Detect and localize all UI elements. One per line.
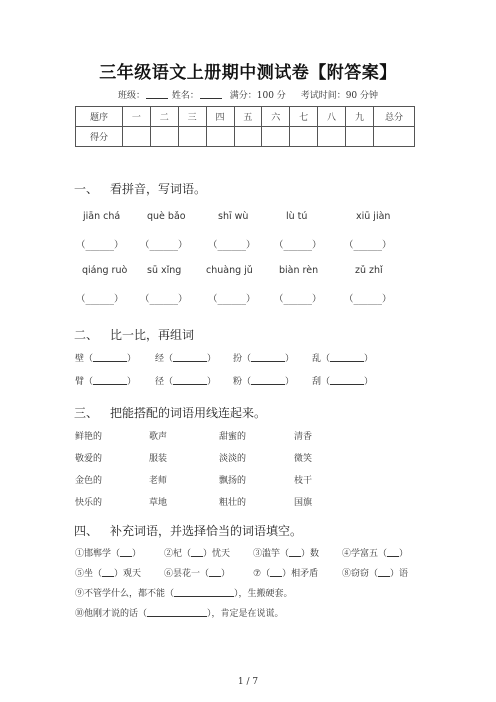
pinyin-item: shī wù <box>218 211 249 222</box>
section-title: 比一比，再组词 <box>110 328 195 342</box>
match-word[interactable]: 粗壮的 <box>219 498 247 508</box>
header-cell: 五 <box>234 107 262 127</box>
pinyin-item: jiān chá <box>83 211 121 222</box>
score-cell[interactable] <box>206 127 234 147</box>
close-paren: ） <box>207 354 217 364</box>
compare-char: 扮（ <box>233 354 252 364</box>
header-cell: 三 <box>178 107 206 127</box>
compare-item <box>75 374 136 387</box>
idiom-item <box>342 546 408 559</box>
match-word[interactable]: 飘扬的 <box>219 476 247 486</box>
score-cell[interactable] <box>234 127 262 147</box>
pinyin-item: zǔ zhǐ <box>355 265 383 276</box>
section-number: 二、 <box>74 328 99 342</box>
header-cell: 九 <box>346 107 374 127</box>
idiom-item <box>75 546 141 559</box>
answer-blank[interactable]: （______） <box>76 240 124 251</box>
idiom-item <box>75 566 141 579</box>
idiom-text: ）相矛盾 <box>282 569 319 579</box>
pinyin-item: biàn rèn <box>279 265 319 276</box>
compare-blank[interactable] <box>173 353 207 362</box>
section-number: 四、 <box>74 524 99 538</box>
idiom-text: ②杞（ <box>164 549 192 559</box>
compare-item <box>233 351 294 364</box>
score-cell[interactable] <box>262 127 290 147</box>
score-cell[interactable] <box>290 127 318 147</box>
sentence-blank[interactable] <box>174 588 234 597</box>
score-row-label: 得分 <box>76 127 123 147</box>
pinyin-item: xiū jiàn <box>356 211 391 222</box>
compare-item <box>312 351 373 364</box>
header-cell: 总分 <box>374 107 415 127</box>
close-paren: ） <box>364 377 374 387</box>
idiom-item <box>253 546 319 559</box>
compare-item <box>233 374 294 387</box>
match-word[interactable]: 草地 <box>149 498 168 508</box>
close-paren: ） <box>127 354 137 364</box>
close-paren: ） <box>127 377 137 387</box>
section-title: 看拼音，写词语。 <box>110 182 207 196</box>
compare-item <box>155 374 216 387</box>
compare-char: 径（ <box>155 377 174 387</box>
header-cell: 题序 <box>76 107 123 127</box>
idiom-text: ⑧窃窃（ <box>342 569 379 579</box>
compare-item <box>155 351 216 364</box>
idiom-text: ①邯郸学（ <box>75 549 121 559</box>
match-word[interactable]: 歌声 <box>149 432 168 442</box>
compare-char: 壁（ <box>75 354 94 364</box>
answer-blank[interactable]: （______） <box>344 294 392 305</box>
idiom-text: ⑥昙花一（ <box>164 569 210 579</box>
sentence-blank[interactable] <box>147 608 207 617</box>
header-cell: 二 <box>150 107 178 127</box>
score-label: 满分：100 分 <box>229 91 286 101</box>
class-label: 班级： <box>117 91 145 101</box>
header-cell: 六 <box>262 107 290 127</box>
answer-blank[interactable]: （______） <box>208 240 256 251</box>
idiom-blank[interactable] <box>191 548 203 557</box>
fill-sentence <box>75 586 293 599</box>
name-blank[interactable] <box>200 89 222 99</box>
idiom-text: ③滥竽（ <box>253 549 290 559</box>
idiom-blank[interactable] <box>387 548 399 557</box>
sentence-text: ⑩他刚才说的话（ <box>75 609 148 619</box>
idiom-blank[interactable] <box>209 568 221 577</box>
compare-char: 粉（ <box>233 377 252 387</box>
score-cell[interactable] <box>150 127 178 147</box>
section-4-heading <box>74 522 302 539</box>
match-word[interactable]: 国旗 <box>294 498 313 508</box>
page-number: 1 / 7 <box>237 677 259 687</box>
match-word[interactable]: 金色的 <box>75 476 103 486</box>
section-number: 一、 <box>74 182 99 196</box>
match-word[interactable]: 服装 <box>149 454 168 464</box>
compare-char: 乱（ <box>312 354 331 364</box>
close-paren: ） <box>364 354 374 364</box>
close-paren: ） <box>285 377 295 387</box>
pinyin-item: lù tú <box>286 211 308 222</box>
match-word[interactable]: 清香 <box>294 432 313 442</box>
score-cell[interactable] <box>123 127 151 147</box>
match-word[interactable]: 枝干 <box>294 476 313 486</box>
idiom-text: ）语 <box>390 569 409 579</box>
section-2-heading <box>74 326 194 343</box>
idiom-text: ）数 <box>301 549 320 559</box>
compare-item <box>312 374 373 387</box>
compare-blank[interactable] <box>93 376 127 385</box>
idiom-item <box>253 566 318 579</box>
score-table <box>75 106 415 147</box>
section-1-heading <box>74 180 206 197</box>
section-title: 把能搭配的词语用线连起来。 <box>110 406 267 420</box>
class-blank[interactable] <box>146 89 168 99</box>
compare-char: 刮（ <box>312 377 331 387</box>
match-word[interactable]: 淡淡的 <box>219 454 247 464</box>
idiom-item <box>164 546 230 559</box>
score-table-row <box>76 127 415 147</box>
header-cell: 八 <box>318 107 346 127</box>
idiom-text: ） <box>221 569 231 579</box>
compare-char: 经（ <box>155 354 174 364</box>
answer-blank[interactable]: （______） <box>140 240 188 251</box>
idiom-text: ）忧天 <box>203 549 231 559</box>
idiom-item <box>342 566 408 579</box>
compare-blank[interactable] <box>251 376 285 385</box>
answer-blank[interactable]: （______） <box>140 294 188 305</box>
score-table-header <box>76 107 415 127</box>
score-cell[interactable] <box>318 127 346 147</box>
compare-blank[interactable] <box>93 353 127 362</box>
exam-info <box>0 88 496 101</box>
compare-blank[interactable] <box>330 353 364 362</box>
match-word[interactable]: 快乐的 <box>75 498 103 508</box>
compare-blank[interactable] <box>173 376 207 385</box>
match-word[interactable]: 微笑 <box>294 454 313 464</box>
section-title: 补充词语，并选择恰当的词语填空。 <box>110 524 303 538</box>
compare-blank[interactable] <box>330 376 364 385</box>
answer-blank[interactable]: （______） <box>274 240 322 251</box>
answer-blank[interactable]: （______） <box>344 240 392 251</box>
pinyin-item: què bǎo <box>147 211 186 222</box>
section-3-heading <box>74 404 266 421</box>
idiom-blank[interactable] <box>378 568 390 577</box>
pinyin-item: sū xǐng <box>147 265 182 276</box>
pinyin-item: chuàng jǔ <box>206 265 253 276</box>
page-title: 三年级语文上册期中测试卷【附答案】 <box>99 63 397 83</box>
idiom-blank[interactable] <box>270 568 282 577</box>
header-cell: 一 <box>123 107 151 127</box>
score-cell[interactable] <box>374 127 415 147</box>
match-word[interactable]: 敬爱的 <box>75 454 103 464</box>
idiom-text: ④学富五（ <box>342 549 388 559</box>
idiom-text: ）观天 <box>114 569 142 579</box>
idiom-text: ） <box>399 549 409 559</box>
idiom-text: ） <box>132 549 142 559</box>
answer-blank[interactable]: （______） <box>208 294 256 305</box>
score-cell[interactable] <box>178 127 206 147</box>
idiom-text: ⑦（ <box>253 569 271 579</box>
answer-blank[interactable]: （______） <box>76 294 124 305</box>
match-word[interactable]: 甜蜜的 <box>219 432 247 442</box>
idiom-blank[interactable] <box>120 548 132 557</box>
sentence-text: ），生搬硬套。 <box>234 589 293 599</box>
idiom-blank[interactable] <box>289 548 301 557</box>
answer-blank[interactable]: （______） <box>274 294 322 305</box>
close-paren: ） <box>285 354 295 364</box>
section-number: 三、 <box>74 406 99 420</box>
match-word[interactable]: 鲜艳的 <box>75 432 103 442</box>
compare-char: 臂（ <box>75 377 94 387</box>
idiom-blank[interactable] <box>102 568 114 577</box>
match-word[interactable]: 老师 <box>149 476 168 486</box>
idiom-text: ⑤坐（ <box>75 569 103 579</box>
idiom-item <box>164 566 230 579</box>
header-cell: 七 <box>290 107 318 127</box>
sentence-text: ），肯定是在说谎。 <box>207 609 284 619</box>
compare-blank[interactable] <box>251 353 285 362</box>
pinyin-item: qiáng ruò <box>82 265 128 276</box>
fill-sentence <box>75 606 284 619</box>
header-cell: 四 <box>206 107 234 127</box>
name-label: 姓名： <box>171 91 199 101</box>
time-label: 考试时间：90 分钟 <box>300 91 379 101</box>
compare-item <box>75 351 136 364</box>
sentence-text: ⑨不管学什么，都不能（ <box>75 589 175 599</box>
score-cell[interactable] <box>346 127 374 147</box>
close-paren: ） <box>207 377 217 387</box>
